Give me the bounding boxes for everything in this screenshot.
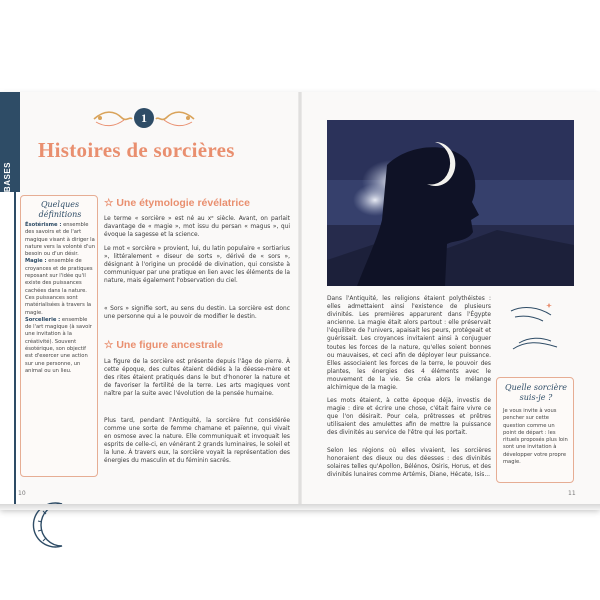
question-box: [496, 377, 574, 483]
term-esoterism: Ésotérisme :: [25, 222, 62, 228]
definition-sorcery: ensemble de l'art magique (à savoir une invitation à la créativité). Souvent ésotérique, son objectif est d'exercer une action sur une personne, un animal ou un lieu.: [25, 316, 92, 374]
definition-magic: ensemble de croyances et de pratiques reposant sur l'idée qu'il existe des puissances cachées dans la nature. Ces puissances sont matérialisées à travers la magie.: [25, 258, 93, 316]
definition-esoterism: ensemble des savoirs et de l'art magique visant à diriger la nature vers la volonté d'un besoin ou d'un désir.: [25, 222, 95, 258]
heading-ancestral-figure: ☆ Une figure ancestrale: [104, 339, 224, 351]
definitions-title-line1: Quelques: [40, 200, 80, 209]
hands-moon-icon: [505, 297, 565, 357]
chapter-number-badge: 1: [134, 108, 154, 128]
spread-shadow: [0, 504, 600, 510]
etymology-paragraph-3: « Sors » signifie sort, au sens du destin. La sorcière est donc une personne qui a le pouvoir de modifier le destin.: [104, 306, 290, 321]
question-title-line2: suis-je ?: [519, 393, 553, 402]
side-tab: [0, 92, 20, 508]
page-number-right: 11: [568, 490, 576, 497]
term-magic: Magie :: [25, 258, 47, 265]
ancestral-paragraph-1: La figure de la sorcière est présente depuis l'âge de pierre. À cette époque, des cultes étaient dédiés à la déesse-mère et des rites étaient pratiqués dans le but d'honorer la nature et de favoriser la fertilité de la terre. Les arts magiques vont naître par la suite avec l'évolution de la pensée humaine.: [104, 359, 290, 398]
page-title: Histoires de sorcières: [38, 138, 235, 162]
question-text: Je vous invite à vous pencher sur cette question comme un point de départ : les rituels proposés plus loin sont une invitation à développer votre propre magie.: [503, 408, 568, 466]
page-fold: [298, 92, 302, 508]
definitions-text: [25, 222, 95, 375]
definitions-box: [20, 195, 98, 477]
heading-etymology: ☆ Une étymologie révélatrice: [104, 197, 250, 209]
question-title: [497, 383, 575, 403]
book-spread: [0, 92, 600, 508]
words-magic-paragraph: Les mots étaient, à cette époque déjà, investis de magie : dire et écrire une chose, c'était faire vivre ce que l'on désirait. Pour cela, prêtresses et prêtres utilisaient des amulettes afin de mettre la puissance des divinités au service de l'être qui les portait.: [327, 398, 491, 437]
page-number-left: 10: [18, 490, 26, 497]
question-title-line1: Quelle sorcière: [505, 383, 567, 392]
antiquity-paragraph: Dans l'Antiquité, les religions étaient polythéistes : elles admettaient ainsi l'existence de plusieurs divinités. Les premières apparurent dans l'Égypte ancienne. La magie était alors partout : elle préservait l'équilibre de l'univers, apaisait les peurs, protégeait et guérissait. Les croyances invitaient ainsi à conjuguer toutes les forces de la nature, qu'elles soient bonnes ou mauvaises, et ceci afin de déployer leur puissance. Elles associaient les forces de la terre, le pouvoir des plantes, les énergies des 4 éléments avec le mouvement de la vie. Se créa alors le mélange alchimique de la magie.: [327, 296, 491, 392]
etymology-paragraph-1: Le terme « sorcière » est né au xᵉ siècle. Avant, on parlait davantage de « magie », mot issu du persan « magus », qui évoque la sagesse et la science.: [104, 216, 290, 239]
definitions-title-line2: définitions: [38, 210, 82, 219]
side-tab-label: LES BASES: [3, 162, 12, 212]
side-tab-rule: [14, 192, 16, 508]
term-sorcery: Sorcellerie :: [25, 316, 61, 323]
witch-silhouette-photo: [327, 120, 574, 286]
ancestral-paragraph-2: Plus tard, pendant l'Antiquité, la sorcière fut considérée comme une sorte de femme chamane et païenne, qui vivait en osmose avec la nature. Elle communiquait et invoquait les esprits de celle-ci, en vénérant 2 grands luminaires, le soleil et la lune. À travers eux, la sorcière voyait la représentation des énergies du masculin et du féminin sacrés.: [104, 418, 290, 465]
definitions-title: [21, 200, 99, 220]
etymology-paragraph-2: Le mot « sorcière » provient, lui, du latin populaire « sortiarius », littéralement « diseur de sorts », dérivé de « sors », désignant à l'origine un procédé de divination, qui consiste à communiquer par une pratique en lien avec les éléments de la nature, mais également l'observation du ciel.: [104, 246, 290, 285]
deities-paragraph: Selon les régions où elles vivaient, les sorcières honoraient des dieux ou des déesses : des divinités solaires telles qu'Apollon, Bélénos, Osiris, Horus, et des divinités lunaires comme Artémis, Diane, Hécate, Isis...: [327, 448, 491, 479]
